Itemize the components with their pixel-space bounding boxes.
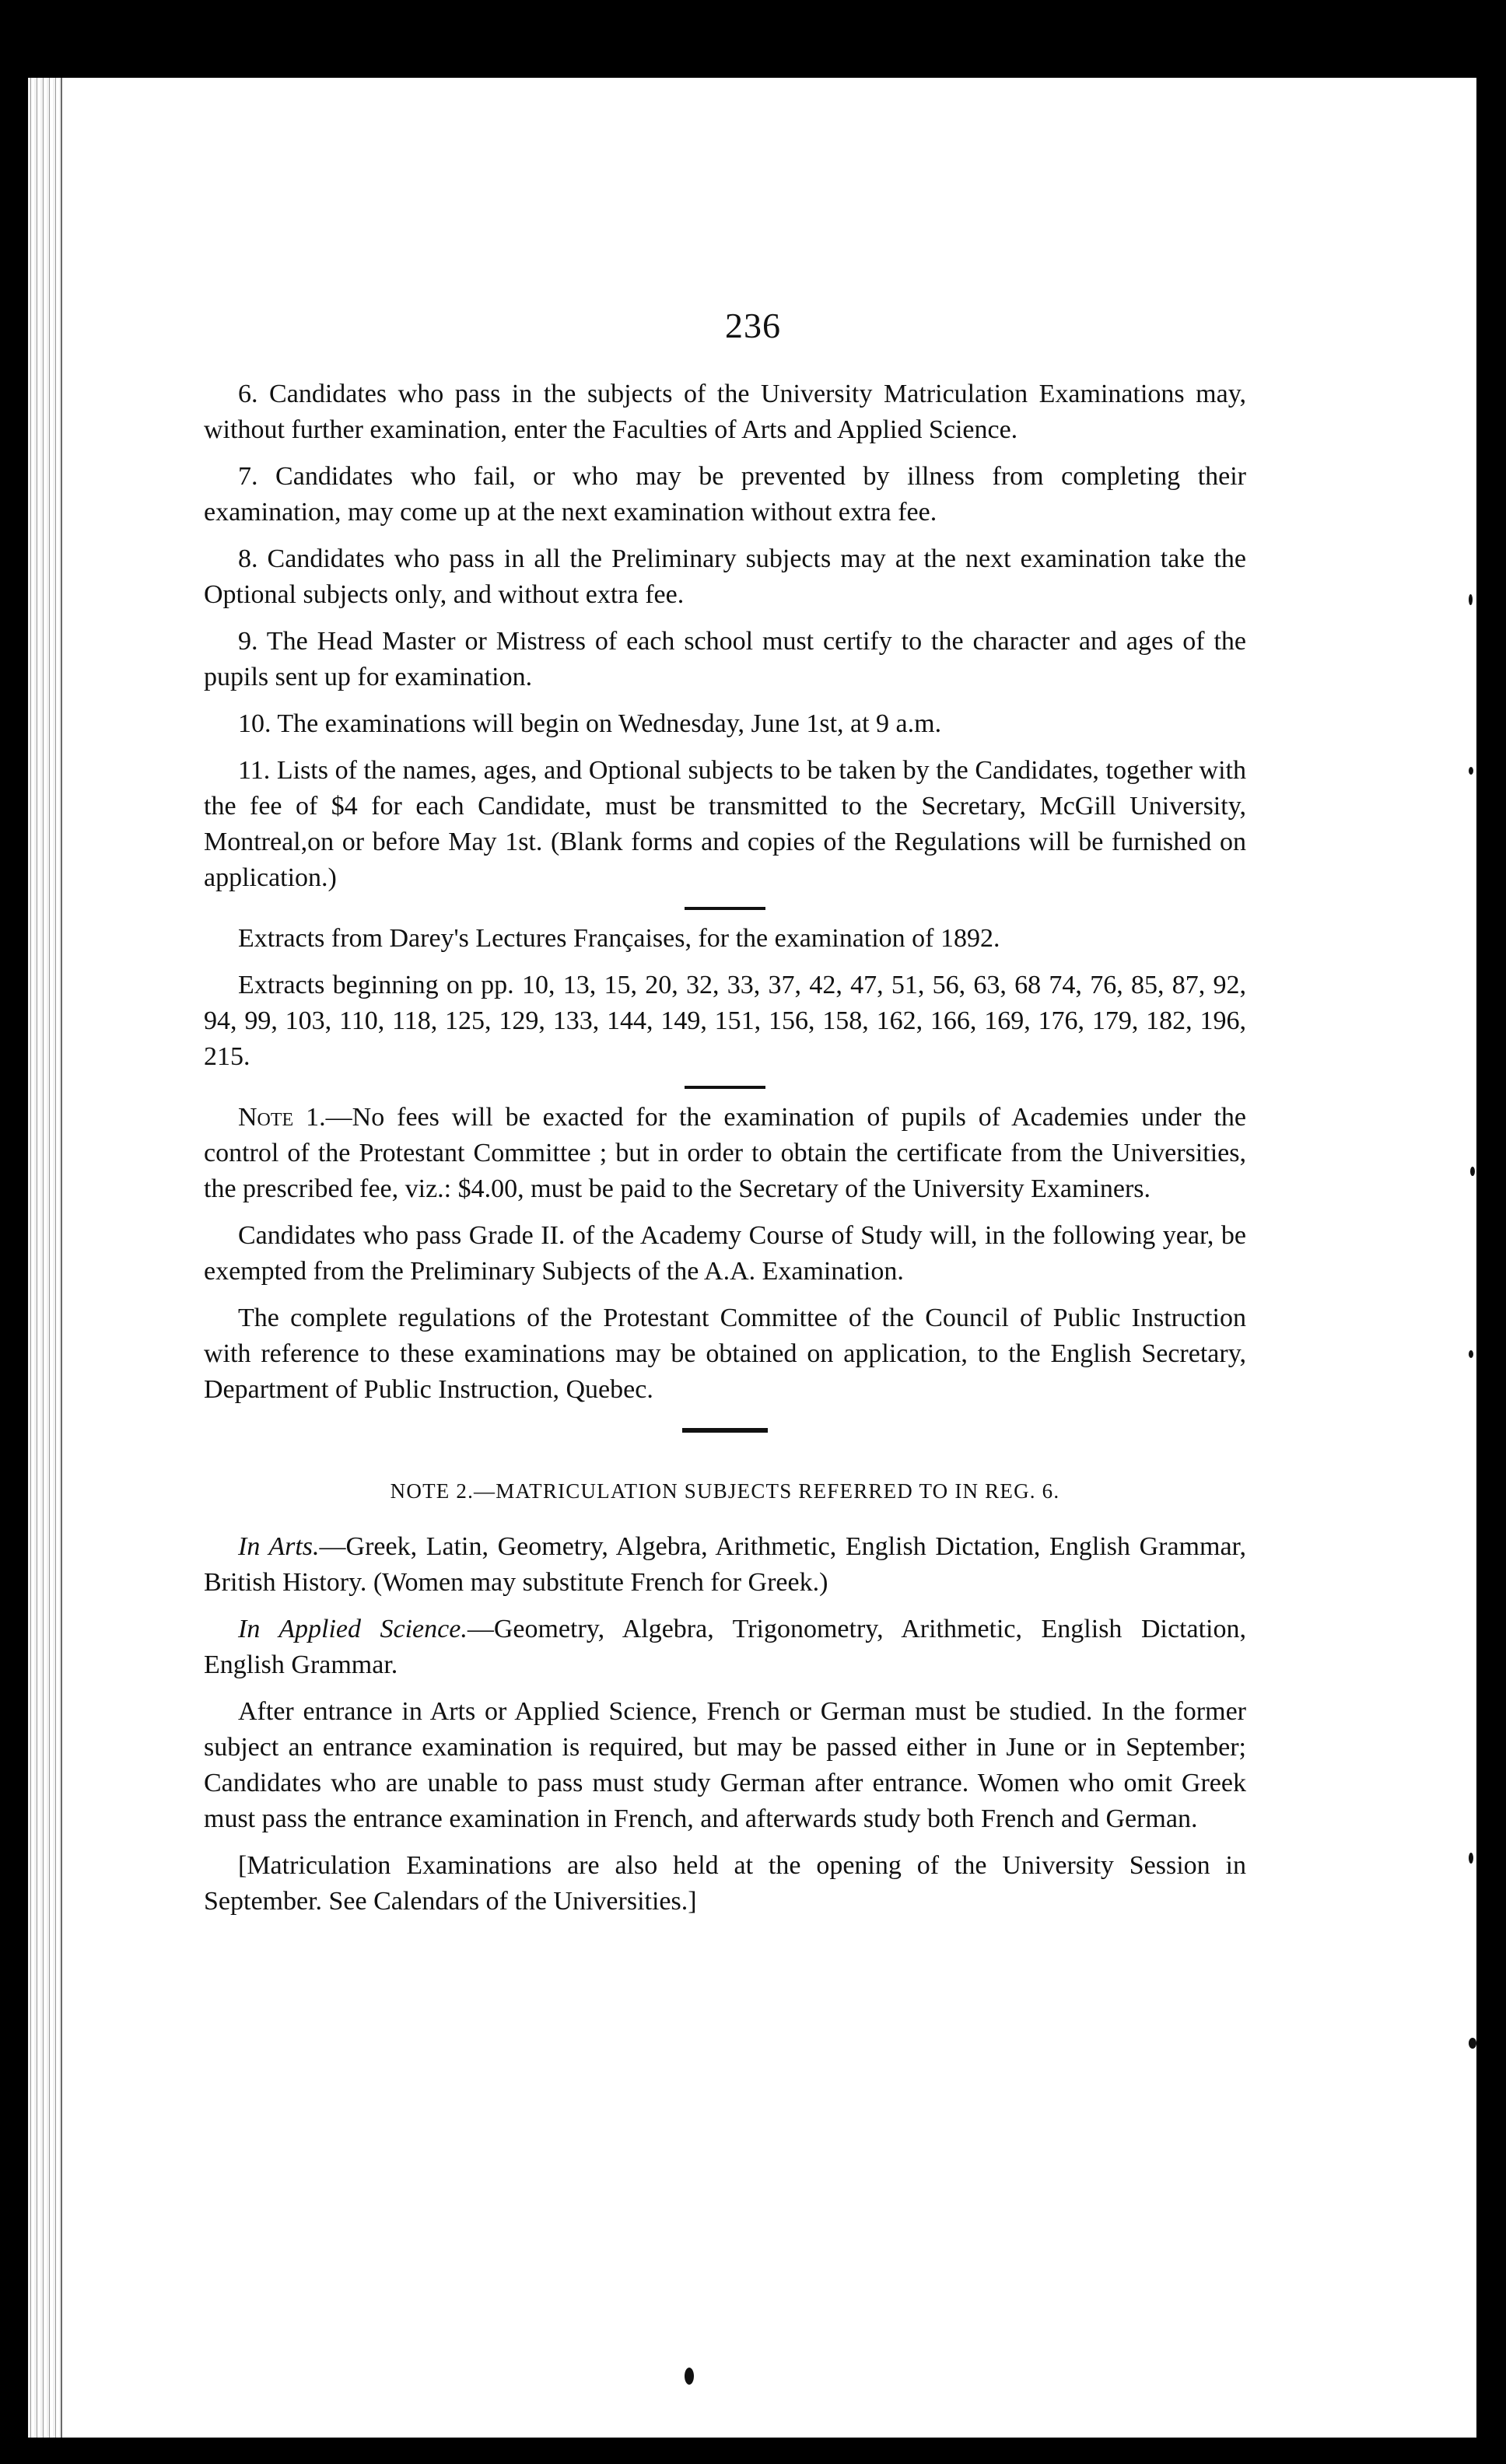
note-1	[204, 1100, 1246, 1207]
scan-speck	[1470, 1167, 1475, 1176]
arts-label: In Arts.	[238, 1532, 320, 1561]
scan-speck	[1469, 2038, 1476, 2049]
section-divider-thick	[682, 1428, 768, 1433]
scan-speck	[1469, 1853, 1473, 1864]
scan-speck	[1469, 1350, 1473, 1358]
note-2-bracket-note: [Matriculation Examinations are also held at the opening of the University Session in September. See Calendars of the Universities.]	[204, 1851, 1246, 1916]
extracts-pages: Extracts beginning on pp. 10, 13, 15, 20, 32, 33, 37, 42, 47, 51, 56, 63, 68 74, 76, 85, 87, 92, 94, 99, 103, 110, 118, 125, 129, 133, 144, 149, 151, 156, 158, 162, 166, 169, 176, 179, 182, 196, 215.	[204, 971, 1246, 1071]
regulation-9: 9. The Head Master or Mistress of each school must certify to the character and ages of the pupils sent up for examination.	[204, 627, 1246, 691]
section-divider	[685, 907, 765, 910]
section-divider	[685, 1086, 765, 1089]
regulation-11: 11. Lists of the names, ages, and Optional subjects to be taken by the Candidates, together with the fee of $4 for each Candidate, must be transmitted to the Secretary, McGill University, Montreal,on or before May 1st. (Blank forms and copies of the Regulations will be furnished on application.)	[204, 756, 1246, 892]
regulation-8: 8. Candidates who pass in all the Preliminary subjects may at the next examination take the Optional subjects only, and without extra fee.	[204, 544, 1246, 609]
note-1-label: Note 1.	[238, 1103, 326, 1132]
regulation-10: 10. The examinations will begin on Wednesday, June 1st, at 9 a.m.	[238, 709, 942, 738]
applied-science-label: In Applied Science.	[238, 1615, 468, 1643]
note-1-regulations: The complete regulations of the Protestant Committee of the Council of Public Instruction with reference to these examinations may be obtained on application, to the English Secretary, Department of Public Instruction, Quebec.	[204, 1304, 1246, 1404]
scan-speck	[1469, 594, 1473, 605]
scan-speck	[1469, 767, 1473, 775]
book-spine-edge	[28, 78, 62, 2438]
regulation-6: 6. Candidates who pass in the subjects of the University Matriculation Examinations may, without further examination, enter the Faculties of Arts and Applied Science.	[204, 380, 1246, 444]
extracts-intro: Extracts from Darey's Lectures Françaises, for the examination of 1892.	[238, 924, 1000, 953]
page-number: 236	[725, 306, 781, 345]
note-2-heading: NOTE 2.—MATRICULATION SUBJECTS REFERRED TO IN REG. 6.	[390, 1479, 1060, 1503]
note-1-text: —No fees will be exacted for the examination of pupils of Academies under the control of the Protestant Committee ; but in order to obtain the certificate from the Universities, the prescribed fee, viz.: $4.00, must be paid to the Secretary of the University Examiners.	[204, 1103, 1246, 1203]
arts-subjects: —Greek, Latin, Geometry, Algebra, Arithmetic, English Dictation, English Grammar, British History. (Women may substitute French for Greek.)	[204, 1532, 1246, 1597]
note-2-arts	[204, 1529, 1246, 1601]
note-2-after-entrance: After entrance in Arts or Applied Science, French or German must be studied. In the former subject an entrance examination is required, but may be passed either in June or in September; Candidates who are unable to pass must study German after entrance. Women who omit Greek must pass the entrance examination in French, and afterwards study both French and German.	[204, 1697, 1246, 1833]
note-1-grade-two: Candidates who pass Grade II. of the Academy Course of Study will, in the following year, be exempted from the Preliminary Subjects of the A.A. Examination.	[204, 1221, 1246, 1286]
note-2-applied-science	[204, 1612, 1246, 1683]
scan-speck	[685, 2368, 694, 2385]
regulation-7: 7. Candidates who fail, or who may be prevented by illness from completing their examination, may come up at the next examination without extra fee.	[204, 462, 1246, 527]
page-body	[204, 376, 1246, 1930]
applied-science-subjects: —Geometry, Algebra, Trigonometry, Arithmetic, English Dictation, English Grammar.	[204, 1615, 1246, 1679]
